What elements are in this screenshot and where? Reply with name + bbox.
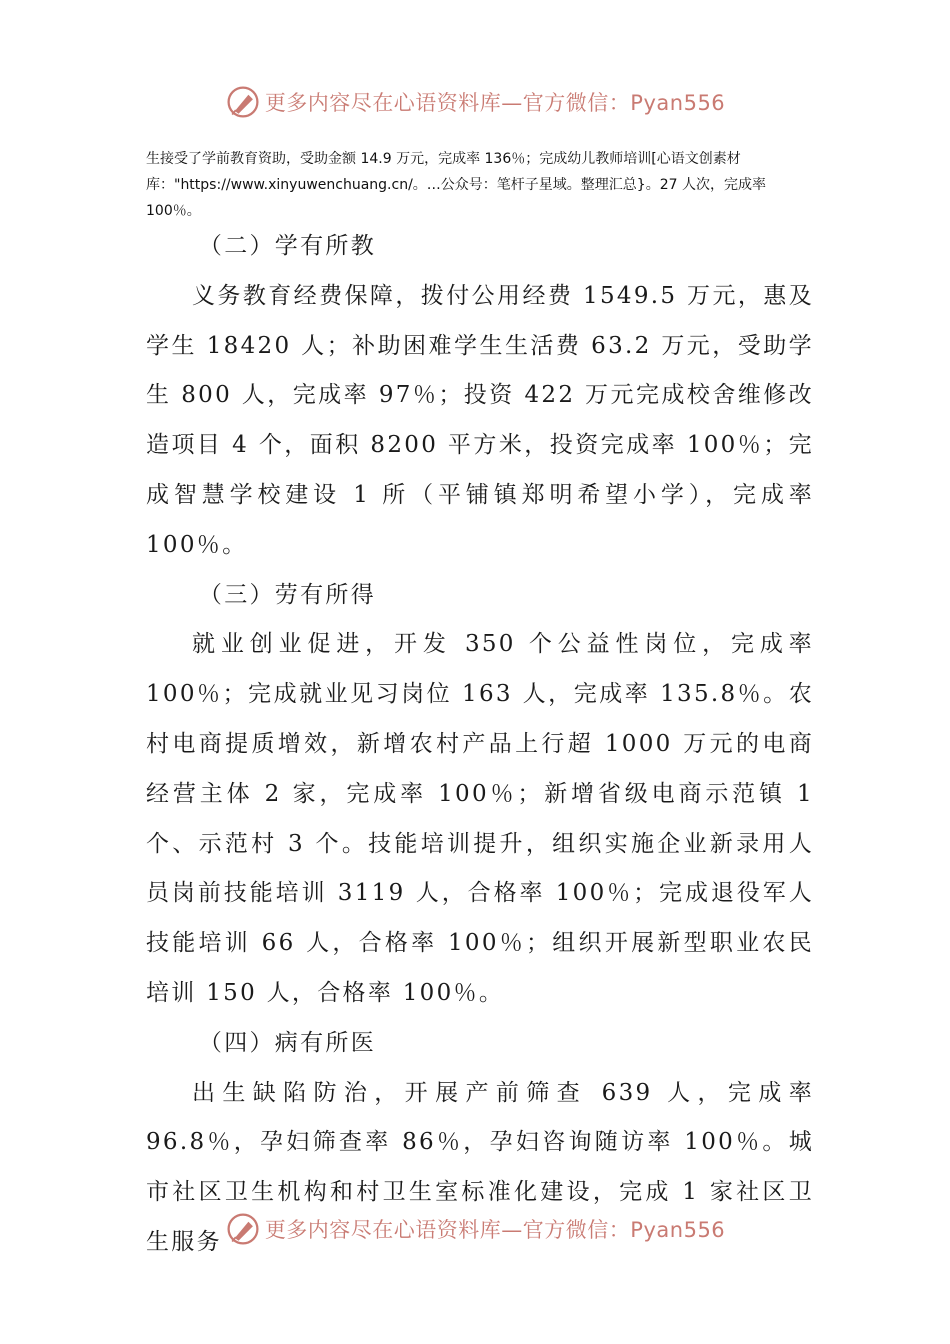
banner-text: 更多内容尽在心语资料库—官方微信：Pyan556 xyxy=(264,1218,726,1242)
document-body xyxy=(146,222,814,1268)
body-paragraph: 义务教育经费保障，拨付公用经费 1549.5 万元，惠及学生 18420 人；补助困难学生生活费 63.2 万元，受助学生 800 人，完成率 97％；投资 422 万元完成校舍维修改造项目 4 个，面积 8200 平方米，投资完成率 100％；完成智慧学校建设 1 所（平铺镇郑明希望小学），完成率 100％。 xyxy=(146,282,814,558)
body-paragraph: 出生缺陷防治，开展产前筛查 639 人，完成率 96.8％，孕妇筛查率 86％，孕妇咨询随访率 100％。城市社区卫生机构和村卫生室标准化建设，完成 1 家社区卫生服务 xyxy=(146,1079,814,1255)
intro-paragraph: 生接受了学前教育资助，受助金额 14.9 万元，完成率 136％；完成幼儿教师培训[心语文创素材库："https://www.xinyuwenchuang.cn/。…公众号：笔杆子星域。整理汇总}。27 人次，完成率 100％。 xyxy=(146,151,766,219)
body-paragraph: 就业创业促进，开发 350 个公益性岗位，完成率 100％；完成就业见习岗位 163 人，完成率 135.8％。农村电商提质增效，新增农村产品上行超 1000 万元的电商经营主体 2 家，完成率 100％；新增省级电商示范镇 1 个、示范村 3 个。技能培训提升，组织实施企业新录用人员岗前技能培训 3119 人，合格率 100％；完成退役军人技能培训 66 人，合格率 100％；组织开展新型职业农民培训 150 人，合格率 100％。 xyxy=(146,631,814,1006)
banner-text: 更多内容尽在心语资料库—官方微信：Pyan556 xyxy=(264,91,726,115)
footer-banner xyxy=(0,1207,950,1251)
section-heading: （四）病有所医 xyxy=(198,1029,376,1056)
section-heading: （二）学有所教 xyxy=(198,233,376,259)
header-banner xyxy=(0,80,950,124)
pen-nib-logo-icon xyxy=(225,1211,261,1247)
section-heading: （三）劳有所得 xyxy=(198,581,376,608)
pen-nib-logo-icon xyxy=(225,84,261,120)
